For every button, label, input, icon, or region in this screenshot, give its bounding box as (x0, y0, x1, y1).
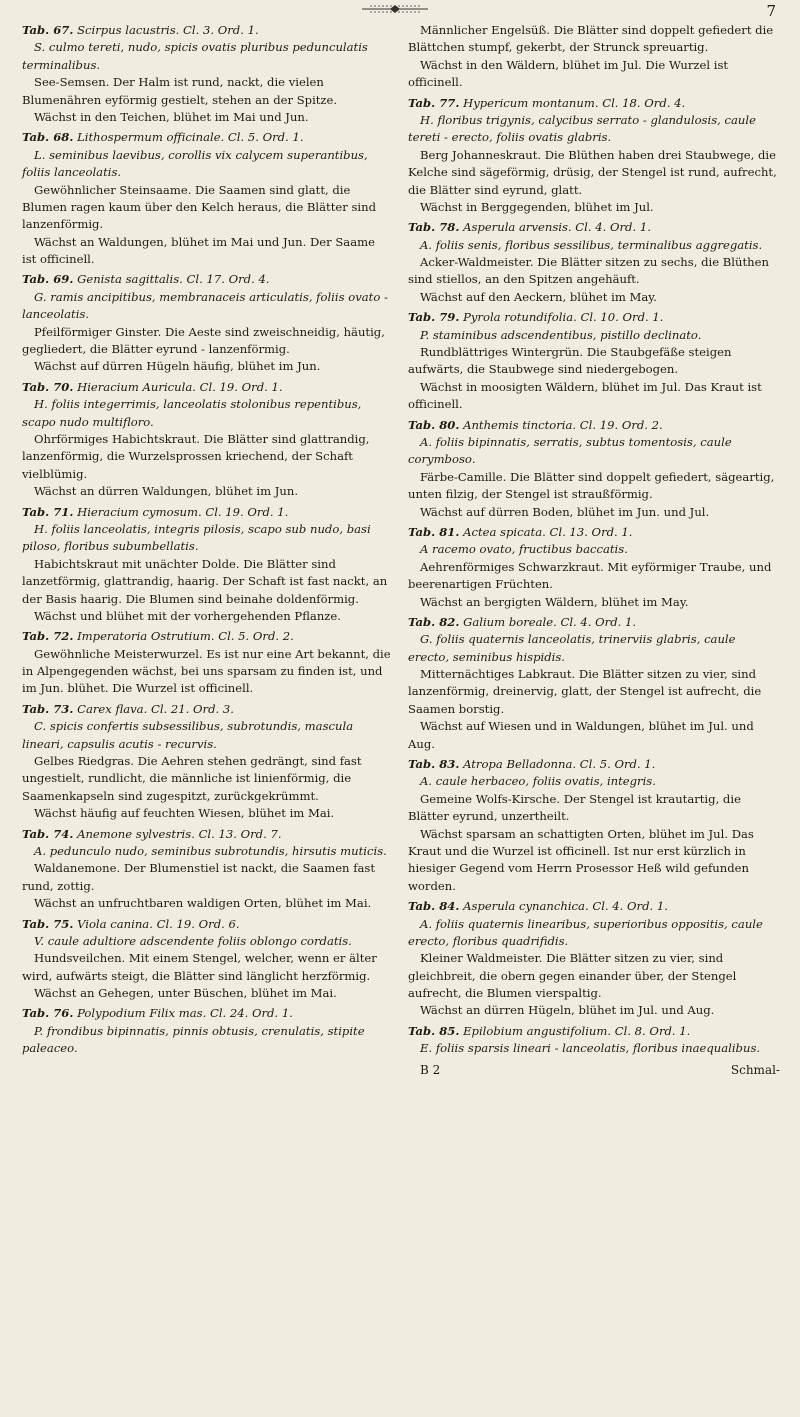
entry-heading (22, 379, 392, 396)
habitat: Wächst an bergigten Wäldern, blühet im May. (420, 594, 689, 609)
tab-number: Tab. 68. (22, 130, 74, 145)
latin-name: Hieracium cymosum. Cl. 19. Ord. 1. (77, 504, 289, 519)
description: Färbe-Camille. Die Blätter sind doppelt gefiedert, sägeartig, unten filzig, der Stengel ist straußförmig. (408, 469, 775, 502)
diagnosis: C. spicis confertis subsessilibus, subrotundis, mascula lineari, capsulis acutis - recurvis. (22, 719, 354, 751)
plant-entry (408, 524, 780, 611)
tab-number: Tab. 83. (408, 757, 460, 772)
diagnosis: S. culmo tereti, nudo, spicis ovatis pluribus pedunculatis terminalibus. (22, 40, 368, 72)
latin-name: Scirpus lacustris. Cl. 3. Ord. 1. (77, 23, 259, 37)
catchword: Schmal- (730, 1062, 780, 1077)
entry-heading (22, 129, 392, 146)
description: Ohrförmiges Habichtskraut. Die Blätter sind glattrandig, lanzenförmig, die Wurzelsprossen kriechend, der Schaft vielblümig. (22, 431, 370, 481)
plant-entry (22, 701, 392, 823)
habitat: Wächst in den Teichen, blühet im Mai und Jun. (34, 109, 309, 124)
latin-name: Hypericum montanum. Cl. 18. Ord. 4. (463, 95, 686, 110)
diagnosis: A. caule herbaceo, foliis ovatis, integris. (420, 774, 656, 789)
habitat: Wächst sparsam an schattigten Orten, blühet im Jul. Das Kraut und die Wurzel ist officinell. Ist nur erst kürzlich in hiesiger Gegend vom Herrn Prosessor Heß wild gefunden worden. (408, 826, 754, 893)
plant-entry (408, 898, 780, 1020)
diagnosis: H. foliis lanceolatis, integris pilosis, scapo sub nudo, basi piloso, floribus subumbellatis. (22, 521, 371, 554)
habitat: Wächst an Waldungen, blühet im Mai und Jun. Der Saame ist officinell. (22, 234, 375, 267)
tab-number: Tab. 81. (408, 524, 460, 539)
entry-heading (408, 95, 780, 112)
tab-number: Tab. 84. (408, 899, 460, 914)
plant-entry (22, 129, 392, 268)
description: Männlicher Engelsüß. Die Blätter sind doppelt gefiedert die Blättchen stumpf, gekerbt, der Strunck spreuartig. (408, 23, 774, 55)
signature-mark: B 2 (420, 1062, 441, 1077)
plant-entry (22, 379, 392, 501)
entry-heading (22, 826, 392, 843)
tab-number: Tab. 70. (22, 379, 74, 394)
plant-entry (22, 628, 392, 698)
habitat: Wächst auf dürren Boden, blühet im Jun. und Jul. (420, 504, 710, 519)
habitat: Wächst an unfruchtbaren waldigen Orten, blühet im Mai. (34, 896, 372, 911)
plant-entry (22, 826, 392, 913)
plant-entry (408, 614, 780, 753)
tab-number: Tab. 71. (22, 504, 74, 519)
plant-entry (408, 219, 780, 306)
plant-entry (22, 1005, 392, 1057)
diagnosis: V. caule adultiore adscendente foliis oblongo cordatis. (34, 933, 352, 948)
latin-name: Carex flava. Cl. 21. Ord. 3. (77, 701, 234, 716)
plant-entry (408, 95, 780, 217)
entry-heading (408, 1023, 780, 1040)
entry-heading (22, 271, 392, 288)
latin-name: Actea spicata. Cl. 13. Ord. 1. (463, 524, 633, 539)
tab-number: Tab. 76. (22, 1006, 74, 1021)
habitat: Wächst und blühet mit der vorhergehenden Pflanze. (34, 608, 341, 623)
habitat: Wächst in moosigten Wäldern, blühet im Jul. Das Kraut ist officinell. (408, 379, 762, 412)
tab-number: Tab. 77. (408, 95, 460, 110)
entry-heading (408, 756, 780, 773)
habitat: Wächst in den Wäldern, blühet im Jul. Die Wurzel ist officinell. (408, 57, 729, 90)
page-number: 7 (766, 2, 776, 20)
right-column (408, 22, 780, 1079)
description: Gewöhnlicher Steinsaame. Die Saamen sind glatt, die Blumen ragen kaum über den Kelch heraus, die Blätter sind lanzenförmig. (22, 182, 376, 232)
entry-heading (22, 701, 392, 718)
plant-entry (408, 309, 780, 413)
diagnosis: A. foliis bipinnatis, serratis, subtus tomentosis, caule corymbosо. (408, 434, 732, 467)
habitat: Wächst häufig auf feuchten Wiesen, blühet im Mai. (34, 806, 335, 821)
entry-heading (22, 504, 392, 521)
latin-name: Pyrola rotundifolia. Cl. 10. Ord. 1. (463, 310, 664, 325)
latin-name: Polypodium Filix mas. Cl. 24. Ord. 1. (77, 1006, 293, 1021)
latin-name: Hieracium Auricula. Cl. 19. Ord. 1. (77, 379, 283, 394)
latin-name: Imperatoria Ostrutium. Cl. 5. Ord. 2. (77, 629, 294, 644)
tab-number: Tab. 73. (22, 701, 74, 716)
entry-heading (408, 219, 780, 236)
habitat: Wächst auf Wiesen und in Waldungen, blühet im Jul. und Aug. (408, 719, 754, 751)
page-footer (408, 1061, 780, 1079)
entry-heading (22, 1005, 392, 1022)
habitat: Wächst an dürren Waldungen, blühet im Jun. (34, 484, 299, 499)
description: Rundblättriges Wintergrün. Die Staubgefäße steigen aufwärts, die Staubwege sind niedergebogen. (408, 345, 732, 377)
diagnosis: A racemo ovato, fructibus baccatis. (420, 542, 628, 557)
latin-name: Atropa Belladonna. Cl. 5. Ord. 1. (463, 757, 656, 772)
latin-name: Galium boreale. Cl. 4. Ord. 1. (463, 614, 637, 629)
description: Hundsveilchen. Mit einem Stengel, welcher, wenn er älter wird, aufwärts steigt, die Blätter sind länglicht herzförmig. (22, 951, 377, 983)
latin-name: Asperula arvensis. Cl. 4. Ord. 1. (463, 220, 651, 235)
diagnosis: H. foliis integerrimis, lanceolatis stolonibus repentibus, scapo nudo multifloro. (22, 397, 362, 429)
latin-name: Genista sagittalis. Cl. 17. Ord. 4. (77, 272, 270, 287)
description: Kleiner Waldmeister. Die Blätter sitzen zu vier, sind gleichbreit, die obern gegen einander über, der Stengel aufrecht, die Blumen vierspaltig. (408, 951, 737, 1001)
plant-entry (22, 916, 392, 1003)
plant-entry (408, 1023, 780, 1058)
description: Gewöhnliche Meisterwurzel. Es ist nur eine Art bekannt, die in Alpengegenden wächst, bei uns sparsam zu finden ist, und im Jun. blühet. Die Wurzel ist officinell. (22, 646, 391, 696)
habitat: Wächst in Berggegenden, blühet im Jul. (420, 199, 654, 214)
diagnosis: A. pedunculo nudo, seminibus subrotundis, hirsutis muticis. (34, 843, 387, 858)
left-column (22, 22, 392, 1061)
tab-number: Tab. 74. (22, 826, 74, 841)
diagnosis: P. staminibus adscendentibus, pistillo declinato. (420, 327, 702, 342)
tab-number: Tab. 69. (22, 272, 74, 287)
diagnosis: G. foliis quaternis lanceolatis, trinerviis glabris, caule erecto, seminibus hispidis. (408, 632, 736, 664)
diagnosis: G. ramis ancipitibus, membranaceis articulatis, foliis ovato - lanceolatis. (22, 289, 388, 322)
description: Pfeilförmiger Ginster. Die Aeste sind zweischneidig, häutig, gegliedert, die Blätter eyrund - lanzenförmig. (22, 324, 385, 357)
description: Berg Johanneskraut. Die Blüthen haben drei Staubwege, die Kelche sind sägeförmig, drüsig, der Stengel ist rund, aufrecht, die Blätter sind eyrund, glatt. (408, 147, 777, 197)
description: Waldanemone. Der Blumenstiel ist nackt, die Saamen fast rund, zottig. (22, 861, 376, 893)
description: Mitternächtiges Labkraut. Die Blätter sitzen zu vier, sind lanzenförmig, dreinervig, glatt, der Stengel ist aufrecht, die Saamen borstig. (408, 667, 762, 716)
latin-name: Asperula cynanchica. Cl. 4. Ord. 1. (463, 899, 668, 914)
tab-number: Tab. 82. (408, 614, 460, 629)
entry-heading (408, 417, 780, 434)
diagnosis: P. frondibus bipinnatis, pinnis obtusis, crenulatis, stipite paleaceo. (22, 1023, 365, 1056)
entry-heading (408, 524, 780, 541)
entry-heading (408, 309, 780, 326)
diagnosis: A. foliis quaternis linearibus, superioribus oppositis, caule erecto, floribus quadrifidis. (408, 916, 763, 948)
description: Gelbes Riedgras. Die Aehren stehen gedrängt, sind fast ungestielt, rundlicht, die männliche ist linienförmig, die Saamenkapseln sind zugespitzt, zurückgekrümmt. (22, 754, 362, 803)
entry-heading (22, 916, 392, 933)
entry-heading (22, 628, 392, 645)
entry-heading (408, 898, 780, 915)
tab-number: Tab. 67. (22, 23, 74, 37)
entry-heading (408, 614, 780, 631)
tab-number: Tab. 72. (22, 629, 74, 644)
habitat: Wächst auf den Aeckern, blühet im May. (420, 289, 657, 304)
latin-name: Anthemis tinctoria. Cl. 19. Ord. 2. (463, 417, 663, 432)
plant-entry (408, 417, 780, 521)
plant-entry (408, 22, 780, 92)
tab-number: Tab. 78. (408, 220, 460, 235)
diagnosis: L. seminibus laevibus, corollis vix calycem superantibus, foliis lanceolatis. (22, 147, 368, 180)
description: Gemeine Wolfs-Kirsche. Der Stengel ist krautartig, die Blätter eyrund, unzertheilt. (408, 791, 741, 824)
plant-entry (408, 756, 780, 895)
habitat: Wächst auf dürren Hügeln häufig, blühet im Jun. (34, 359, 321, 374)
description: Acker-Waldmeister. Die Blätter sitzen zu sechs, die Blüthen sind stiellos, an den Spitzen angehäuft. (408, 255, 769, 287)
latin-name: Anemone sylvestris. Cl. 13. Ord. 7. (77, 826, 282, 841)
tab-number: Tab. 80. (408, 417, 460, 432)
habitat: Wächst an dürren Hügeln, blühet im Jul. und Aug. (420, 1003, 715, 1018)
entry-heading (22, 22, 392, 39)
tab-number: Tab. 75. (22, 916, 74, 931)
diagnosis: A. foliis senis, floribus sessilibus, terminalibus aggregatis. (420, 237, 763, 252)
diagnosis: E. foliis sparsis lineari - lanceolatis, floribus inaequalibus. (420, 1041, 761, 1056)
description: See-Semsen. Der Halm ist rund, nackt, die vielen Blumenähren eyförmig gestielt, stehen an der Spitze. (22, 75, 338, 107)
habitat: Wächst an Gehegen, unter Büschen, blühet im Mai. (34, 986, 337, 1001)
latin-name: Viola canina. Cl. 19. Ord. 6. (77, 916, 240, 931)
plant-entry (22, 504, 392, 626)
description: Habichtskraut mit unächter Dolde. Die Blätter sind lanzetförmig, glattrandig, haarig. Der Schaft ist fast nackt, an der Basis haarig. Die Blumen sind beinahe doldenförmig. (22, 556, 388, 606)
plant-entry (22, 22, 392, 126)
latin-name: Lithospermum officinale. Cl. 5. Ord. 1. (77, 130, 304, 145)
header-ornament (360, 4, 430, 14)
tab-number: Tab. 85. (408, 1023, 460, 1038)
description: Aehrenförmiges Schwarzkraut. Mit eyförmiger Traube, und beerenartigen Früchten. (408, 559, 772, 592)
plant-entry (22, 271, 392, 375)
latin-name: Epilobium angustifolium. Cl. 8. Ord. 1. (463, 1023, 691, 1038)
tab-number: Tab. 79. (408, 310, 460, 325)
diagnosis: H. floribus trigynis, calycibus serrato - glandulosis, caule tereti - erecto, foliis ovatis glabris. (408, 112, 756, 145)
